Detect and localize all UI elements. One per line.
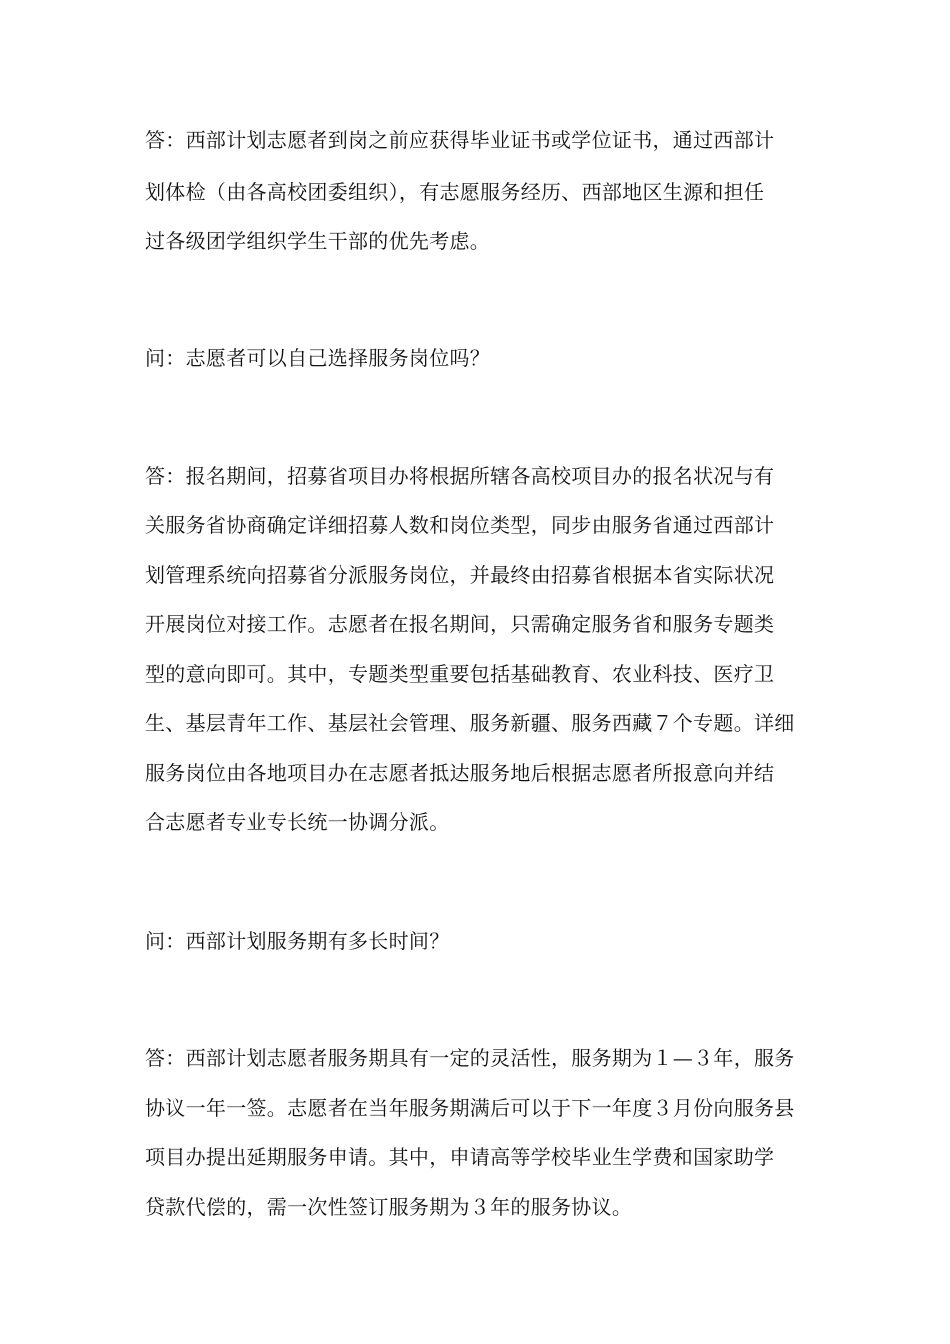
text-line: 生、基层青年工作、基层社会管理、服务新疆、服务西藏７个专题。详细 <box>145 711 795 735</box>
text-line: 答：西部计划志愿者服务期具有一定的灵活性，服务期为１—３年，服务 <box>145 1046 795 1070</box>
text-line: 合志愿者专业专长统一协调分派。 <box>145 810 450 834</box>
text-line: 项目办提出延期服务申请。其中，申请高等学校毕业生学费和国家助学 <box>145 1145 775 1169</box>
text-line: 划体检（由各高校团委组织），有志愿服务经历、西部地区生源和担任 <box>145 180 765 204</box>
text-line: 开展岗位对接工作。志愿者在报名期间，只需确定服务省和服务专题类 <box>145 612 775 636</box>
text-line: 答：西部计划志愿者到岗之前应获得毕业证书或学位证书，通过西部计 <box>145 128 775 152</box>
text-line: 过各级团学组织学生干部的优先考虑。 <box>145 229 491 253</box>
text-line: 服务岗位由各地项目办在志愿者抵达服务地后根据志愿者所报意向并结 <box>145 761 775 785</box>
text-line: 关服务省协商确定详细招募人数和岗位类型，同步由服务省通过西部计 <box>145 513 775 537</box>
text-line: 型的意向即可。其中，专题类型重要包括基础教育、农业科技、医疗卫 <box>145 662 775 686</box>
text-line: 问：西部计划服务期有多长时间？ <box>145 929 450 953</box>
text-line: 贷款代偿的，需一次性签订服务期为３年的服务协议。 <box>145 1195 633 1219</box>
text-line: 问：志愿者可以自己选择服务岗位吗？ <box>145 346 491 370</box>
text-line: 协议一年一签。志愿者在当年服务期满后可以于下一年度３月份向服务县 <box>145 1096 795 1120</box>
text-line: 划管理系统向招募省分派服务岗位，并最终由招募省根据本省实际状况 <box>145 563 775 587</box>
text-line: 答：报名期间，招募省项目办将根据所辖各高校项目办的报名状况与有 <box>145 464 775 488</box>
